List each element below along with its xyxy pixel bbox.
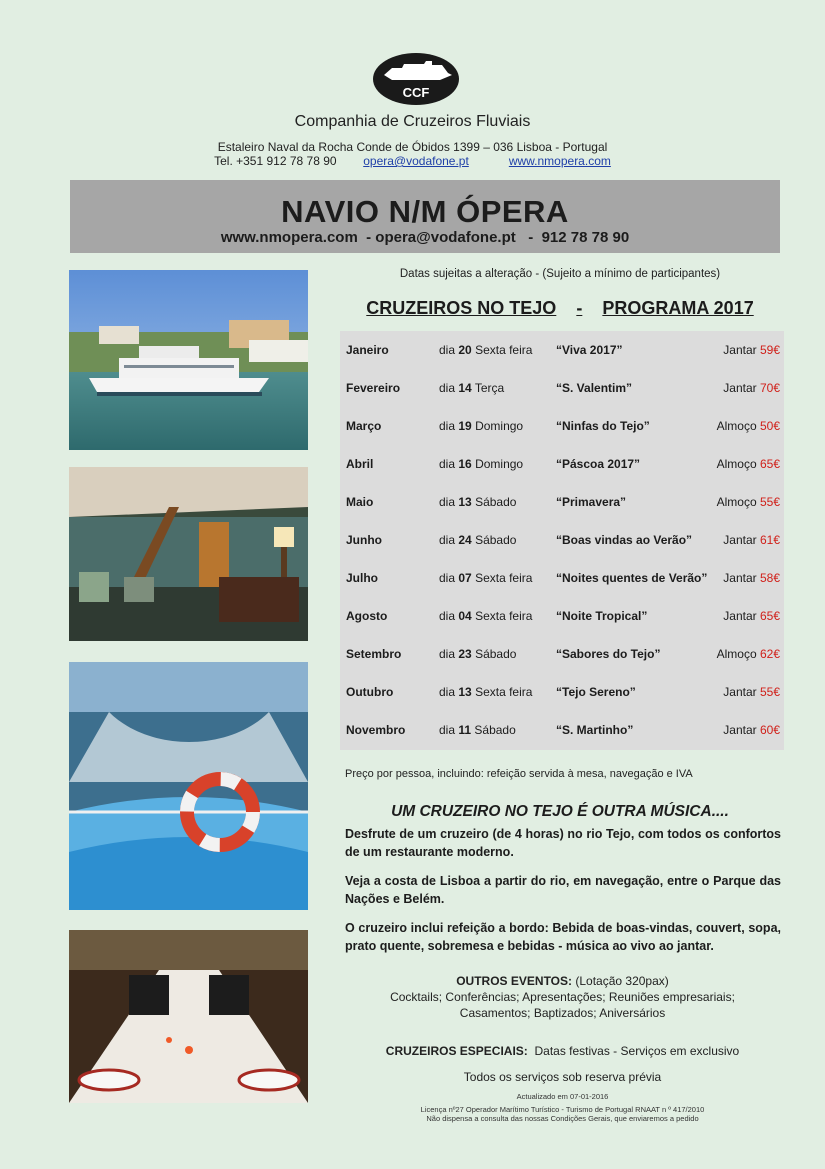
row-meal: Jantar	[723, 609, 757, 623]
row-price: 55€	[759, 495, 780, 509]
row-weekday: Sábado	[475, 647, 517, 661]
row-month: Janeiro	[346, 343, 389, 357]
row-day: 16	[458, 457, 472, 471]
row-price: 60€	[759, 723, 780, 737]
row-meal-price	[723, 381, 780, 395]
other-events	[330, 973, 795, 1021]
schedule-row	[340, 331, 784, 369]
schedule-row	[340, 521, 784, 559]
row-meal: Almoço	[716, 495, 757, 509]
row-date	[439, 609, 532, 623]
schedule-row	[340, 483, 784, 521]
row-day-prefix: dia	[439, 609, 456, 623]
row-date	[439, 495, 516, 509]
row-weekday: Sábado	[475, 533, 517, 547]
other-events-line1: Cocktails; Conferências; Apresentações; Reuniões empresariais;	[390, 990, 735, 1004]
row-day-prefix: dia	[439, 685, 456, 699]
special-cruises	[330, 1043, 795, 1059]
row-meal-price	[723, 685, 780, 699]
row-event: “S. Martinho”	[556, 723, 634, 737]
schedule-row	[340, 597, 784, 635]
phone-number: Tel. +351 912 78 78 90	[214, 154, 337, 168]
row-price: 70€	[759, 381, 780, 395]
row-meal-price	[723, 571, 780, 585]
row-price: 59€	[759, 343, 780, 357]
row-date	[439, 533, 516, 547]
row-day: 07	[458, 571, 472, 585]
row-date	[439, 381, 504, 395]
row-day: 13	[458, 495, 472, 509]
row-weekday: Sexta feira	[475, 685, 533, 699]
row-weekday: Domingo	[475, 457, 524, 471]
row-weekday: Sexta feira	[475, 343, 533, 357]
schedule-row	[340, 407, 784, 445]
company-name: Companhia de Cruzeiros Fluviais	[294, 113, 531, 130]
row-day-prefix: dia	[439, 457, 456, 471]
website-link[interactable]: www.nmopera.com	[508, 154, 611, 168]
row-date	[439, 571, 532, 585]
wake-lifebuoy-photo	[69, 662, 308, 910]
license-text: Licença nº27 Operador Marítimo Turístico - Turismo de Portugal RNAAT n º 417/2010	[420, 1105, 705, 1114]
row-month: Maio	[346, 495, 374, 509]
company-address: Estaleiro Naval da Rocha Conde de Óbidos 1399 – 036 Lisboa - Portugal	[217, 140, 608, 154]
row-day: 11	[458, 723, 472, 737]
row-weekday: Sábado	[475, 495, 517, 509]
row-meal-price	[723, 609, 780, 623]
updated-date: Actualizado em 07-01-2016	[516, 1092, 609, 1101]
slogan: UM CRUZEIRO NO TEJO É OUTRA MÚSICA....	[391, 803, 729, 820]
schedule-row	[340, 711, 784, 749]
row-date	[439, 723, 516, 737]
dining-table-photo	[69, 930, 308, 1103]
row-date	[439, 457, 523, 471]
row-meal-price	[717, 457, 780, 471]
row-event: “Noite Tropical”	[556, 609, 648, 623]
schedule-row	[340, 445, 784, 483]
row-meal-price	[723, 723, 780, 737]
paragraph-coast: Veja a costa de Lisboa a partir do rio, em navegação, entre o Parque das Nações e Belém.	[345, 874, 781, 906]
row-meal: Jantar	[723, 381, 757, 395]
row-meal-price	[723, 533, 780, 547]
company-contact	[0, 154, 825, 168]
paragraph-cruise: Desfrute de um cruzeiro (de 4 horas) no rio Tejo, com todos os confortos de um restaurante moderno.	[345, 827, 781, 859]
row-month: Junho	[346, 533, 382, 547]
row-day: 04	[458, 609, 472, 623]
schedule-row	[340, 635, 784, 673]
row-day-prefix: dia	[439, 343, 456, 357]
row-event: “Viva 2017”	[556, 343, 623, 357]
row-price: 55€	[759, 685, 780, 699]
row-weekday: Domingo	[475, 419, 524, 433]
row-day: 23	[458, 647, 472, 661]
row-date	[439, 685, 532, 699]
title-banner	[70, 180, 780, 253]
row-price: 58€	[759, 571, 780, 585]
email-link[interactable]: opera@vodafone.pt	[363, 154, 469, 168]
row-month: Outubro	[346, 685, 394, 699]
row-day-prefix: dia	[439, 571, 456, 585]
row-weekday: Sábado	[474, 723, 516, 737]
row-month: Abril	[346, 457, 374, 471]
row-meal: Almoço	[716, 457, 757, 471]
row-event: “Tejo Sereno”	[556, 685, 636, 699]
row-meal: Jantar	[723, 685, 757, 699]
row-meal: Jantar	[723, 723, 757, 737]
row-date	[439, 343, 532, 357]
row-day-prefix: dia	[439, 723, 456, 737]
row-price: 50€	[759, 419, 780, 433]
row-month: Fevereiro	[346, 381, 401, 395]
row-meal: Jantar	[723, 571, 757, 585]
row-event: “Sabores do Tejo”	[556, 647, 661, 661]
row-meal-price	[723, 343, 780, 357]
row-day-prefix: dia	[439, 419, 456, 433]
paragraph-meal: O cruzeiro inclui refeição a bordo: Bebida de boas-vindas, couvert, sopa, prato quente, sobremesa e bebidas - música ao vivo ao jantar.	[345, 921, 781, 953]
row-meal: Almoço	[716, 419, 757, 433]
row-weekday: Terça	[474, 381, 505, 395]
schedule-row	[340, 369, 784, 407]
row-event: “Páscoa 2017”	[556, 457, 641, 471]
row-day-prefix: dia	[439, 495, 456, 509]
row-event: “Primavera”	[556, 495, 627, 509]
row-month: Setembro	[346, 647, 402, 661]
row-day: 20	[458, 343, 472, 357]
cruise-schedule-table	[340, 331, 784, 750]
ship-exterior-photo	[69, 270, 308, 450]
schedule-row	[340, 559, 784, 597]
schedule-row	[340, 673, 784, 711]
row-day-prefix: dia	[439, 647, 456, 661]
row-meal-price	[717, 647, 780, 661]
program-title-separator: -	[576, 298, 583, 318]
row-month: Março	[346, 419, 382, 433]
banner-contacts: www.nmopera.com - opera@vodafone.pt - 912 78 78 90	[220, 229, 630, 246]
row-weekday: Sexta feira	[475, 571, 533, 585]
row-day: 24	[458, 533, 472, 547]
row-price: 61€	[759, 533, 780, 547]
program-title	[330, 298, 790, 319]
row-price: 65€	[759, 457, 780, 471]
row-month: Novembro	[346, 723, 406, 737]
row-day-prefix: dia	[439, 533, 456, 547]
dates-note: Datas sujeitas a alteração - (Sujeito a mínimo de participantes)	[399, 268, 721, 280]
row-price: 62€	[759, 647, 780, 661]
row-day: 14	[458, 381, 472, 395]
row-meal: Jantar	[723, 533, 757, 547]
row-meal: Almoço	[716, 647, 757, 661]
row-date	[439, 647, 516, 661]
row-weekday: Sexta feira	[475, 609, 533, 623]
other-events-line2: Casamentos; Baptizados; Aniversários	[459, 1006, 666, 1020]
row-month: Julho	[346, 571, 378, 585]
row-meal-price	[717, 419, 780, 433]
row-event: “Ninfas do Tejo”	[556, 419, 650, 433]
row-event: “Noites quentes de Verão”	[556, 571, 708, 585]
row-meal-price	[717, 495, 780, 509]
row-date	[439, 419, 523, 433]
disclaimer-text: Não dispensa a consulta das nossas Condições Gerais, que enviaremos a pedido	[426, 1114, 699, 1123]
special-cruises-label: CRUZEIROS ESPECIAIS:	[385, 1044, 528, 1058]
row-meal: Jantar	[723, 343, 757, 357]
other-events-capacity: (Lotação 320pax)	[575, 974, 669, 988]
other-events-label: OUTROS EVENTOS:	[456, 974, 573, 988]
row-day: 19	[458, 419, 472, 433]
row-price: 65€	[759, 609, 780, 623]
special-cruises-text: Datas festivas - Serviços em exclusivo	[534, 1044, 740, 1058]
row-event: “Boas vindas ao Verão”	[556, 533, 693, 547]
row-month: Agosto	[346, 609, 388, 623]
row-event: “S. Valentim”	[556, 381, 633, 395]
logo-text: CCF	[402, 85, 430, 100]
ship-title: NAVIO N/M ÓPERA	[281, 194, 569, 229]
company-logo	[372, 52, 460, 106]
price-note: Preço por pessoa, incluindo: refeição servida à mesa, navegação e IVA	[345, 768, 693, 780]
reservation-note: Todos os serviços sob reserva prévia	[463, 1070, 662, 1084]
row-day: 13	[458, 685, 472, 699]
ship-interior-photo	[69, 467, 308, 641]
program-title-right: PROGRAMA 2017	[602, 298, 754, 318]
row-day-prefix: dia	[439, 381, 456, 395]
license-info	[330, 1105, 795, 1123]
program-title-left: CRUZEIROS NO TEJO	[366, 298, 557, 318]
